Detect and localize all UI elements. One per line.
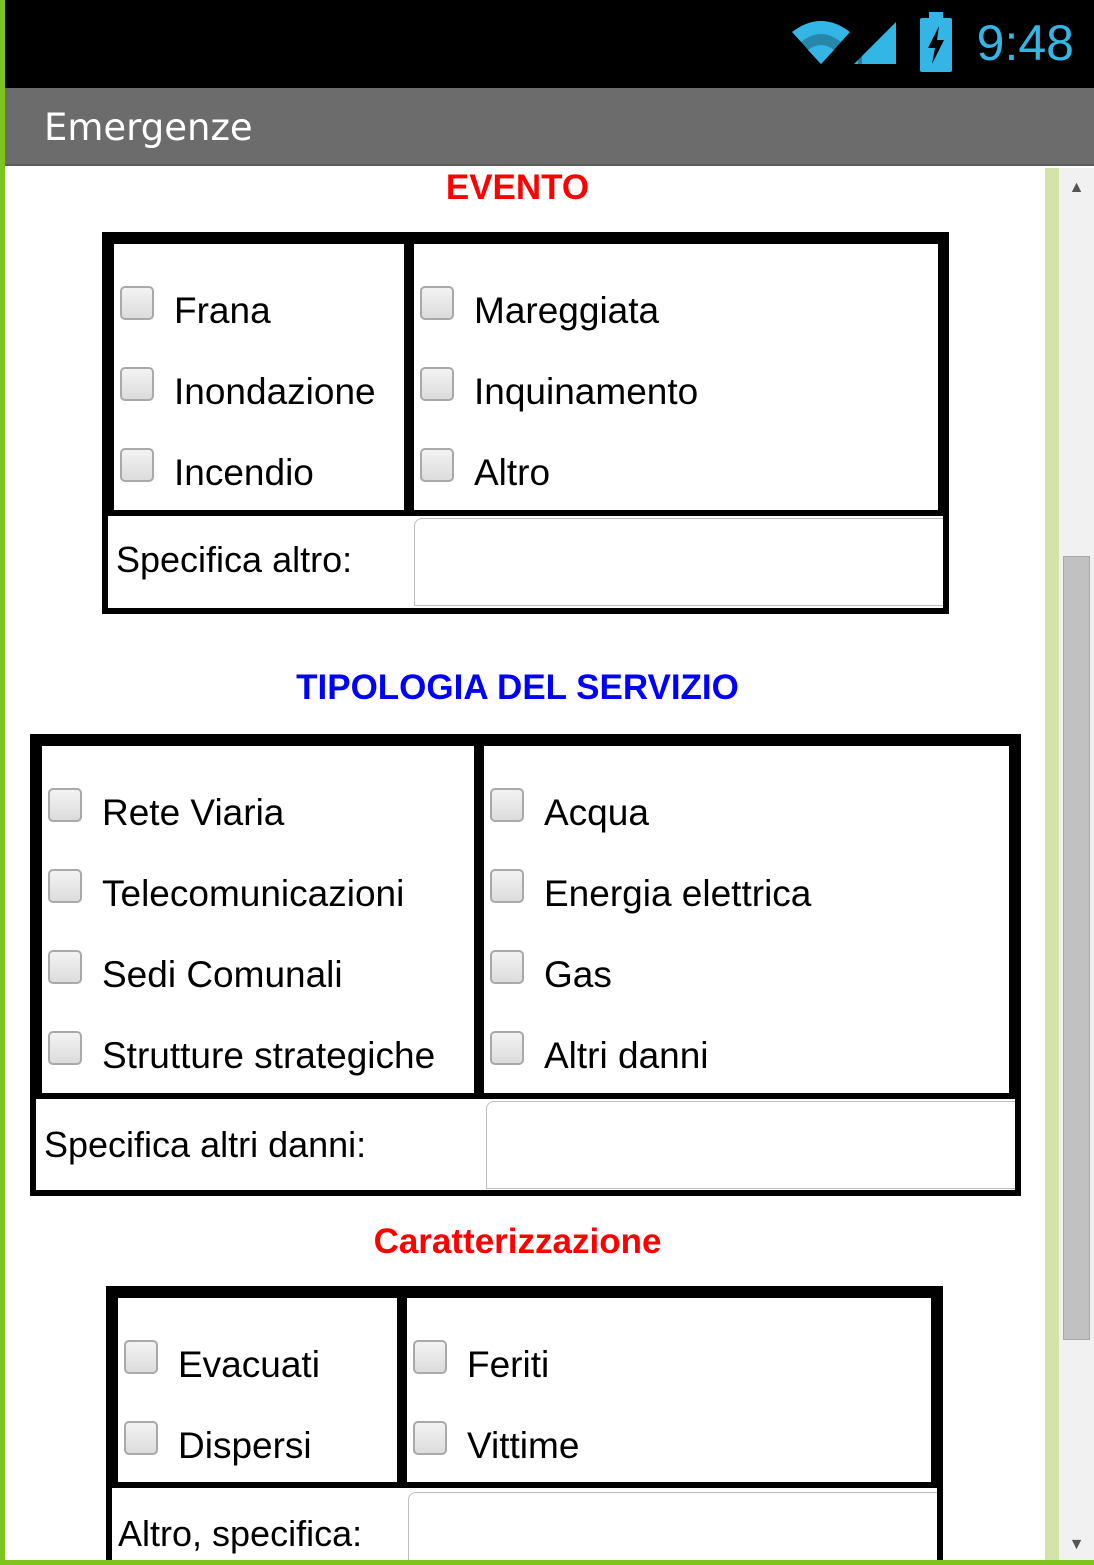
checkbox-rete-viaria[interactable]: [48, 783, 284, 843]
checkbox-label: Inquinamento: [474, 371, 699, 412]
checkbox-box[interactable]: [490, 950, 524, 984]
evento-right-cell: [408, 238, 944, 516]
evento-left-cell: [108, 238, 410, 516]
checkbox-label: Dispersi: [178, 1425, 312, 1466]
checkbox-label: Inondazione: [174, 371, 376, 412]
scroll-content[interactable]: [5, 168, 1045, 1560]
checkbox-label: Sedi Comunali: [102, 954, 343, 995]
checkbox-box[interactable]: [420, 367, 454, 401]
checkbox-vittime[interactable]: [413, 1416, 579, 1476]
checkbox-box[interactable]: [120, 286, 154, 320]
scroll-down-arrow-icon[interactable]: ▼: [1068, 1536, 1085, 1553]
checkbox-label: Evacuati: [178, 1344, 320, 1385]
checkbox-frana[interactable]: [120, 281, 271, 341]
specifica-altro-label: Specifica altro:: [116, 539, 353, 580]
checkbox-box[interactable]: [48, 950, 82, 984]
checkbox-box[interactable]: [413, 1340, 447, 1374]
caratterizzazione-left-cell: [112, 1292, 403, 1488]
checkbox-incendio[interactable]: [120, 443, 314, 503]
wifi-icon: [790, 18, 852, 71]
checkbox-dispersi[interactable]: [124, 1416, 312, 1476]
section-title-evento: EVENTO: [445, 168, 590, 207]
specifica-altro-input[interactable]: [414, 518, 943, 606]
checkbox-box[interactable]: [420, 448, 454, 482]
app-title: Emergenze: [44, 106, 253, 149]
clock: 9:48: [976, 15, 1074, 71]
action-bar: [0, 88, 1094, 166]
checkbox-label: Strutture strategiche: [102, 1035, 436, 1076]
signal-icon: [852, 18, 898, 71]
checkbox-label: Telecomunicazioni: [102, 873, 405, 914]
scroll-thumb[interactable]: [1063, 556, 1090, 1340]
section-title-tipologia: TIPOLOGIA DEL SERVIZIO: [296, 668, 739, 707]
tipologia-table: [30, 734, 1021, 1196]
checkbox-box[interactable]: [490, 788, 524, 822]
checkbox-acqua[interactable]: [490, 783, 649, 843]
checkbox-label: Acqua: [544, 792, 649, 833]
checkbox-altri-danni[interactable]: [490, 1026, 709, 1086]
tipologia-right-cell: [478, 740, 1015, 1099]
altro-specifica-input[interactable]: [408, 1492, 937, 1560]
checkbox-label: Mareggiata: [474, 290, 660, 331]
checkbox-box[interactable]: [124, 1340, 158, 1374]
checkbox-label: Feriti: [467, 1344, 550, 1385]
checkbox-label: Altri danni: [544, 1035, 709, 1076]
checkbox-feriti[interactable]: [413, 1335, 549, 1395]
checkbox-strutture-strategiche[interactable]: [48, 1026, 435, 1086]
checkbox-label: Frana: [174, 290, 271, 331]
checkbox-evacuati[interactable]: [124, 1335, 320, 1395]
checkbox-gas[interactable]: [490, 945, 612, 1005]
battery-charging-icon: [918, 12, 954, 79]
checkbox-inquinamento[interactable]: [420, 362, 698, 422]
checkbox-box[interactable]: [120, 448, 154, 482]
checkbox-altro[interactable]: [420, 443, 550, 503]
scroll-up-arrow-icon[interactable]: ▲: [1068, 179, 1085, 196]
checkbox-label: Incendio: [174, 452, 314, 493]
checkbox-energia-elettrica[interactable]: [490, 864, 811, 924]
specifica-altri-danni-label: Specifica altri danni:: [44, 1124, 367, 1165]
caratterizzazione-right-cell: [401, 1292, 937, 1488]
checkbox-box[interactable]: [420, 286, 454, 320]
checkbox-box[interactable]: [490, 1031, 524, 1065]
checkbox-label: Rete Viaria: [102, 792, 285, 833]
caratterizzazione-table: [106, 1286, 943, 1560]
scroll-edge: [1045, 168, 1059, 1560]
checkbox-sedi-comunali[interactable]: [48, 945, 343, 1005]
checkbox-box[interactable]: [48, 1031, 82, 1065]
checkbox-box[interactable]: [48, 869, 82, 903]
window-border-left: [0, 0, 5, 1565]
checkbox-label: Gas: [544, 954, 612, 995]
checkbox-box[interactable]: [413, 1421, 447, 1455]
checkbox-inondazione[interactable]: [120, 362, 376, 422]
checkbox-box[interactable]: [120, 367, 154, 401]
specifica-altri-danni-input[interactable]: [486, 1101, 1015, 1189]
checkbox-mareggiata[interactable]: [420, 281, 659, 341]
checkbox-box[interactable]: [490, 869, 524, 903]
tipologia-left-cell: [36, 740, 480, 1099]
status-bar: [0, 0, 1094, 88]
altro-specifica-label: Altro, specifica:: [118, 1513, 363, 1554]
evento-table: [102, 232, 949, 614]
checkbox-label: Altro: [474, 452, 551, 493]
checkbox-box[interactable]: [124, 1421, 158, 1455]
window-border-bottom: [0, 1560, 1094, 1565]
scrollbar[interactable]: [1059, 168, 1094, 1560]
checkbox-label: Energia elettrica: [544, 873, 812, 914]
checkbox-label: Vittime: [467, 1425, 580, 1466]
checkbox-box[interactable]: [48, 788, 82, 822]
checkbox-telecomunicazioni[interactable]: [48, 864, 404, 924]
section-title-caratterizzazione: Caratterizzazione: [373, 1222, 662, 1261]
